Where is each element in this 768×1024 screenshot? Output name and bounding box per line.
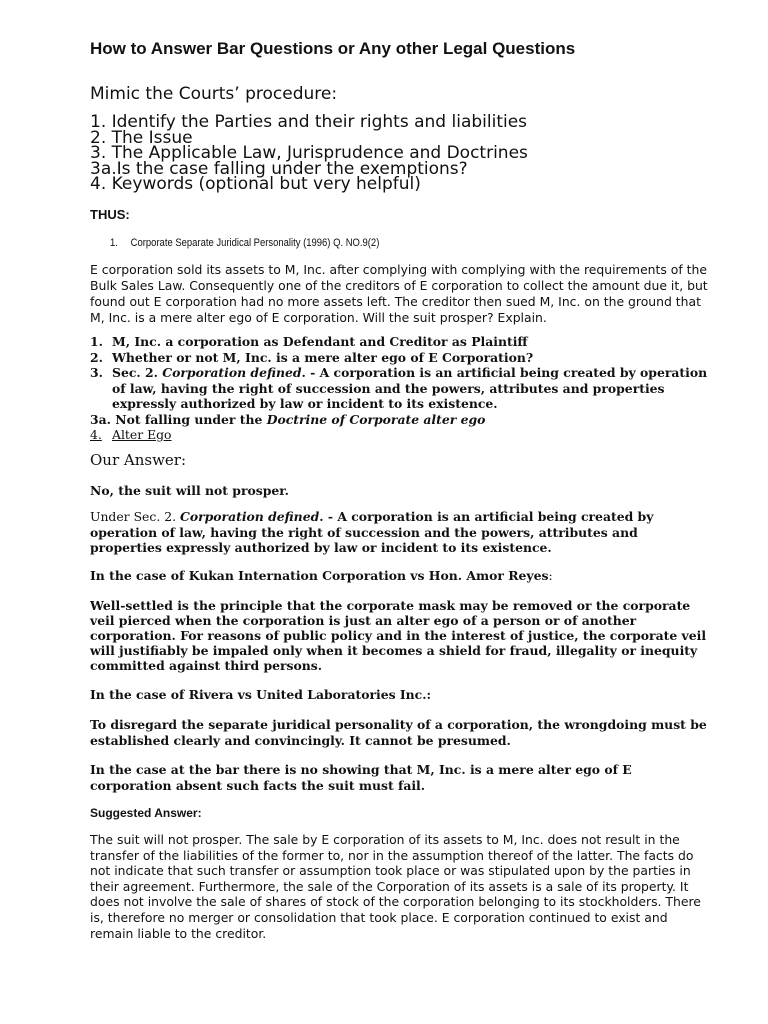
analysis-item-text [112,365,710,412]
case-question-text: Corporate Separate Juridical Personality (1996) Q. NO.9(2) [130,237,380,249]
step-item: 4. Keywords (optional but very helpful) [90,174,421,194]
definition-body: . - A corporation is an artificial being created by operation of law, having the right of succession and the powers, attributes and properties expressly authorized by law or incident to its existence. [90,509,654,555]
analysis-item [90,350,710,366]
case-question-number: 1. [110,237,118,249]
analysis-item [90,427,710,443]
case1-colon: : [548,568,553,583]
thus-label: THUS: [90,207,130,222]
section-ref: Sec. 2. [112,365,163,380]
analysis-item [90,334,710,350]
step-item: 1. Identify the Parties and their rights and liabilities [90,112,528,132]
definition-term: Corporation defined [162,365,302,380]
analysis-list [90,334,710,443]
analysis-item-text: M, Inc. a corporation as Defendant and Creditor as Plaintiff [112,334,528,349]
analysis-item-text: Alter Ego [112,427,172,442]
step-item: 3a.Is the case falling under the exemptions? [90,158,468,179]
definition-body: . - A corporation is an artificial being created by operation of law, having the right of succession and the powers, attributes and properties expressly authorized by law or incident to its existence. [112,365,708,411]
answer-short: No, the suit will not prosper. [90,483,289,498]
analysis-item [90,365,710,412]
step-item: 2. The Issue [90,127,193,148]
analysis-item-number: 2. [90,349,103,365]
doctrine-name: Doctrine of Corporate alter ego [266,411,486,427]
case1-lead: In the case of Kukan Internation Corporation vs Hon. Amor Reyes [90,568,549,583]
conclusion-paragraph: In the case at the bar there is no showing that M, Inc. is a mere alter ego of E corporation absent such facts the suit must fail. [90,762,632,793]
exemption-lead: 3a. Not falling under the [90,411,267,427]
case-question-heading [110,236,379,250]
suggested-answer-text: The suit will not prosper. The sale by E corporation of its assets to M, Inc. does not result in the transfer of the liabilities of the former to, nor in the assumption thereof of the latter. The facts do not indicate that such transfer or assumption took place or was stipulated upon by the parties in their agreement. Furthermore, the sale of the Corporation of its assets is a sale of its property. It does not involve the sale of shares of stock of the corporation belonging to its stockholders. There is, therefore no merger or consolidation that took place. E corporation continued to exist and remain liable to the creditor. [90,832,701,941]
analysis-item [90,412,710,428]
case2-text: To disregard the separate juridical personality of a corporation, the wrongdoing must be established clearly and convincingly. It cannot be presumed. [90,717,707,748]
analysis-item-text [90,412,485,428]
case1-heading [90,568,710,584]
step-item: 3. The Applicable Law, Jurisprudence and Doctrines [90,143,528,163]
document-subtitle: Mimic the Courts’ procedure: [90,84,338,104]
steps-list [90,112,710,194]
analysis-item-text: Whether or not M, Inc. is a mere alter ego of E Corporation? [112,349,534,365]
under-lead: Under [90,509,134,524]
document-title: How to Answer Bar Questions or Any other Legal Questions [90,39,576,58]
our-answer-heading: Our Answer: [90,451,187,469]
case2-heading: In the case of Rivera vs United Laboratories Inc.: [90,687,432,702]
section-ref: Sec. 2. [133,509,180,524]
analysis-item-number: 4. [90,427,102,442]
analysis-item-number: 3. [90,365,103,380]
under-section-paragraph [90,509,710,556]
question-paragraph: E corporation sold its assets to M, Inc. after complying with complying with the requirements of the Bulk Sales Law. Consequently one of the creditors of E corporation to collect the amount due it, but found out E corporation had no more assets left. The creditor then sued M, Inc. on the ground that M, Inc. is a mere alter ego of E corporation. Will the suit prosper? Explain. [90,262,708,325]
case1-text: Well-settled is the principle that the corporate mask may be removed or the corporate veil pierced when the corporation is just an alter ego of a person or of another corporation. For reasons of public policy and in the interest of justice, the corporate veil will justifiably be impaled only when it becomes a shield for fraud, illegality or inequity committed against third persons. [90,598,707,673]
suggested-answer-heading: Suggested Answer: [90,806,202,820]
definition-term: Corporation defined [179,509,320,524]
analysis-item-number: 1. [90,334,103,349]
